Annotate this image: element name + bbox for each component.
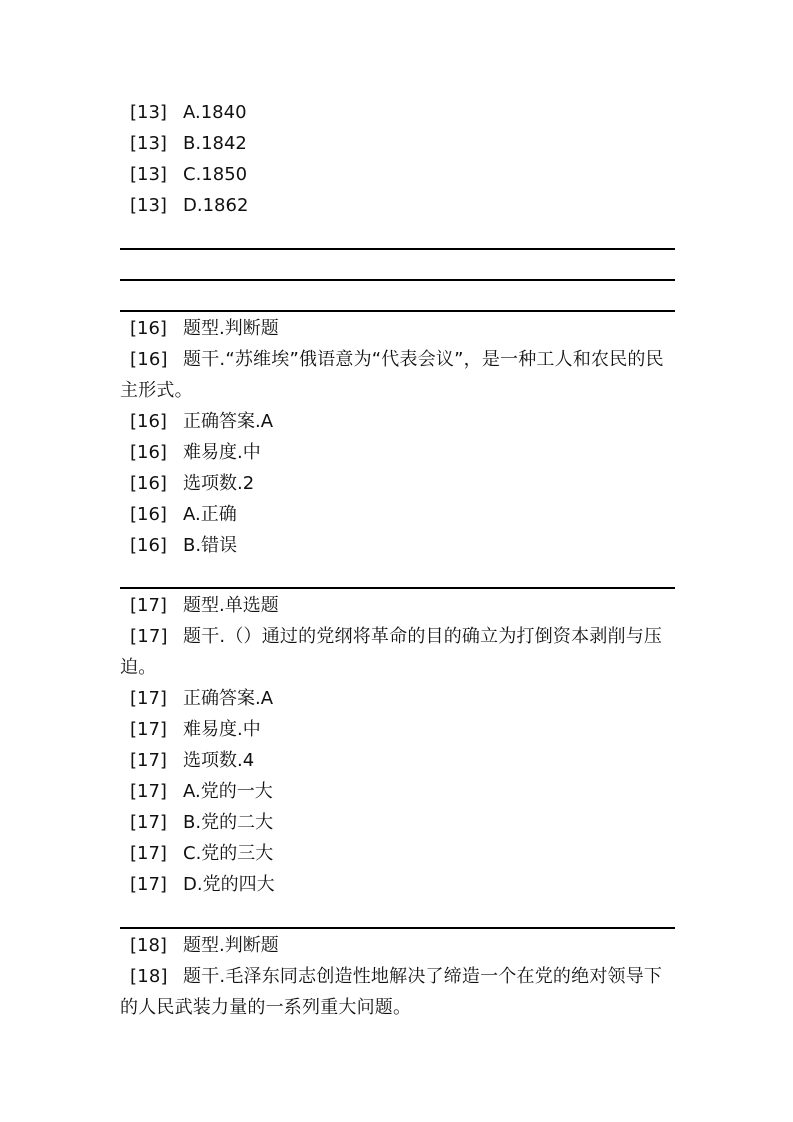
question-tag: [17] <box>130 781 167 802</box>
question-stem <box>120 621 675 683</box>
option-a: A.1840 <box>183 102 247 123</box>
question-tag: [16] <box>130 318 167 339</box>
option-d: D.1862 <box>183 195 249 216</box>
question-tag: [18] <box>130 935 167 956</box>
question-tag: [17] <box>130 595 167 616</box>
question-tag: [13] <box>130 164 167 185</box>
question-tag: [17] <box>130 874 167 895</box>
question-tag: [13] <box>130 195 167 216</box>
correct-answer <box>120 406 675 437</box>
question-tag: [16] <box>130 504 167 525</box>
section-divider <box>120 927 675 929</box>
question-type <box>120 930 675 961</box>
option-a: A.正确 <box>183 504 237 525</box>
option-row <box>120 499 675 530</box>
correct-answer-text: 正确答案.A <box>183 411 274 432</box>
question-tag: [16] <box>130 535 167 556</box>
section-divider <box>120 279 675 281</box>
option-c: C.1850 <box>183 164 248 185</box>
option-row <box>120 190 675 221</box>
difficulty <box>120 437 675 468</box>
question-tag: [16] <box>130 473 167 494</box>
question-stem-text: 题干.（）通过的党纲将革命的目的确立为打倒资本剥削与压迫。 <box>120 626 663 678</box>
option-b: B.错误 <box>183 535 238 556</box>
question-tag: [16] <box>130 442 167 463</box>
question-16 <box>120 313 675 561</box>
difficulty-text: 难易度.中 <box>183 442 261 463</box>
option-count-text: 选项数.4 <box>183 750 255 771</box>
question-type-text: 题型.判断题 <box>183 318 279 339</box>
question-13-options <box>120 97 675 221</box>
option-b: B.1842 <box>183 133 247 154</box>
question-17 <box>120 590 675 900</box>
question-tag: [17] <box>130 626 168 647</box>
section-divider <box>120 248 675 250</box>
option-count <box>120 745 675 776</box>
option-row <box>120 159 675 190</box>
option-row <box>120 97 675 128</box>
option-row <box>120 530 675 561</box>
question-stem-text: 题干.毛泽东同志创造性地解决了缔造一个在党的绝对领导下的人民武装力量的一系列重大问题。 <box>120 966 663 1018</box>
question-tag: [17] <box>130 812 167 833</box>
question-type-text: 题型.判断题 <box>183 935 279 956</box>
question-tag: [13] <box>130 133 167 154</box>
question-stem-text: 题干.“苏维埃”俄语意为“代表会议”，是一种工人和农民的民主形式。 <box>120 349 664 401</box>
question-stem <box>120 344 675 406</box>
question-tag: [13] <box>130 102 167 123</box>
difficulty <box>120 714 675 745</box>
option-row <box>120 838 675 869</box>
question-tag: [16] <box>130 411 167 432</box>
option-row <box>120 128 675 159</box>
question-type <box>120 313 675 344</box>
section-divider <box>120 587 675 589</box>
question-type <box>120 590 675 621</box>
section-divider <box>120 310 675 312</box>
question-tag: [18] <box>130 966 168 987</box>
question-tag: [17] <box>130 688 167 709</box>
question-tag: [17] <box>130 843 167 864</box>
question-tag: [16] <box>130 349 168 370</box>
question-18 <box>120 930 675 1023</box>
option-row <box>120 776 675 807</box>
question-tag: [17] <box>130 750 167 771</box>
correct-answer-text: 正确答案.A <box>183 688 274 709</box>
question-tag: [17] <box>130 719 167 740</box>
option-c: C.党的三大 <box>183 843 274 864</box>
option-count-text: 选项数.2 <box>183 473 255 494</box>
correct-answer <box>120 683 675 714</box>
option-a: A.党的一大 <box>183 781 273 802</box>
option-b: B.党的二大 <box>183 812 274 833</box>
difficulty-text: 难易度.中 <box>183 719 261 740</box>
option-row <box>120 807 675 838</box>
option-row <box>120 869 675 900</box>
question-stem <box>120 961 675 1023</box>
option-count <box>120 468 675 499</box>
option-d: D.党的四大 <box>183 874 275 895</box>
question-type-text: 题型.单选题 <box>183 595 279 616</box>
